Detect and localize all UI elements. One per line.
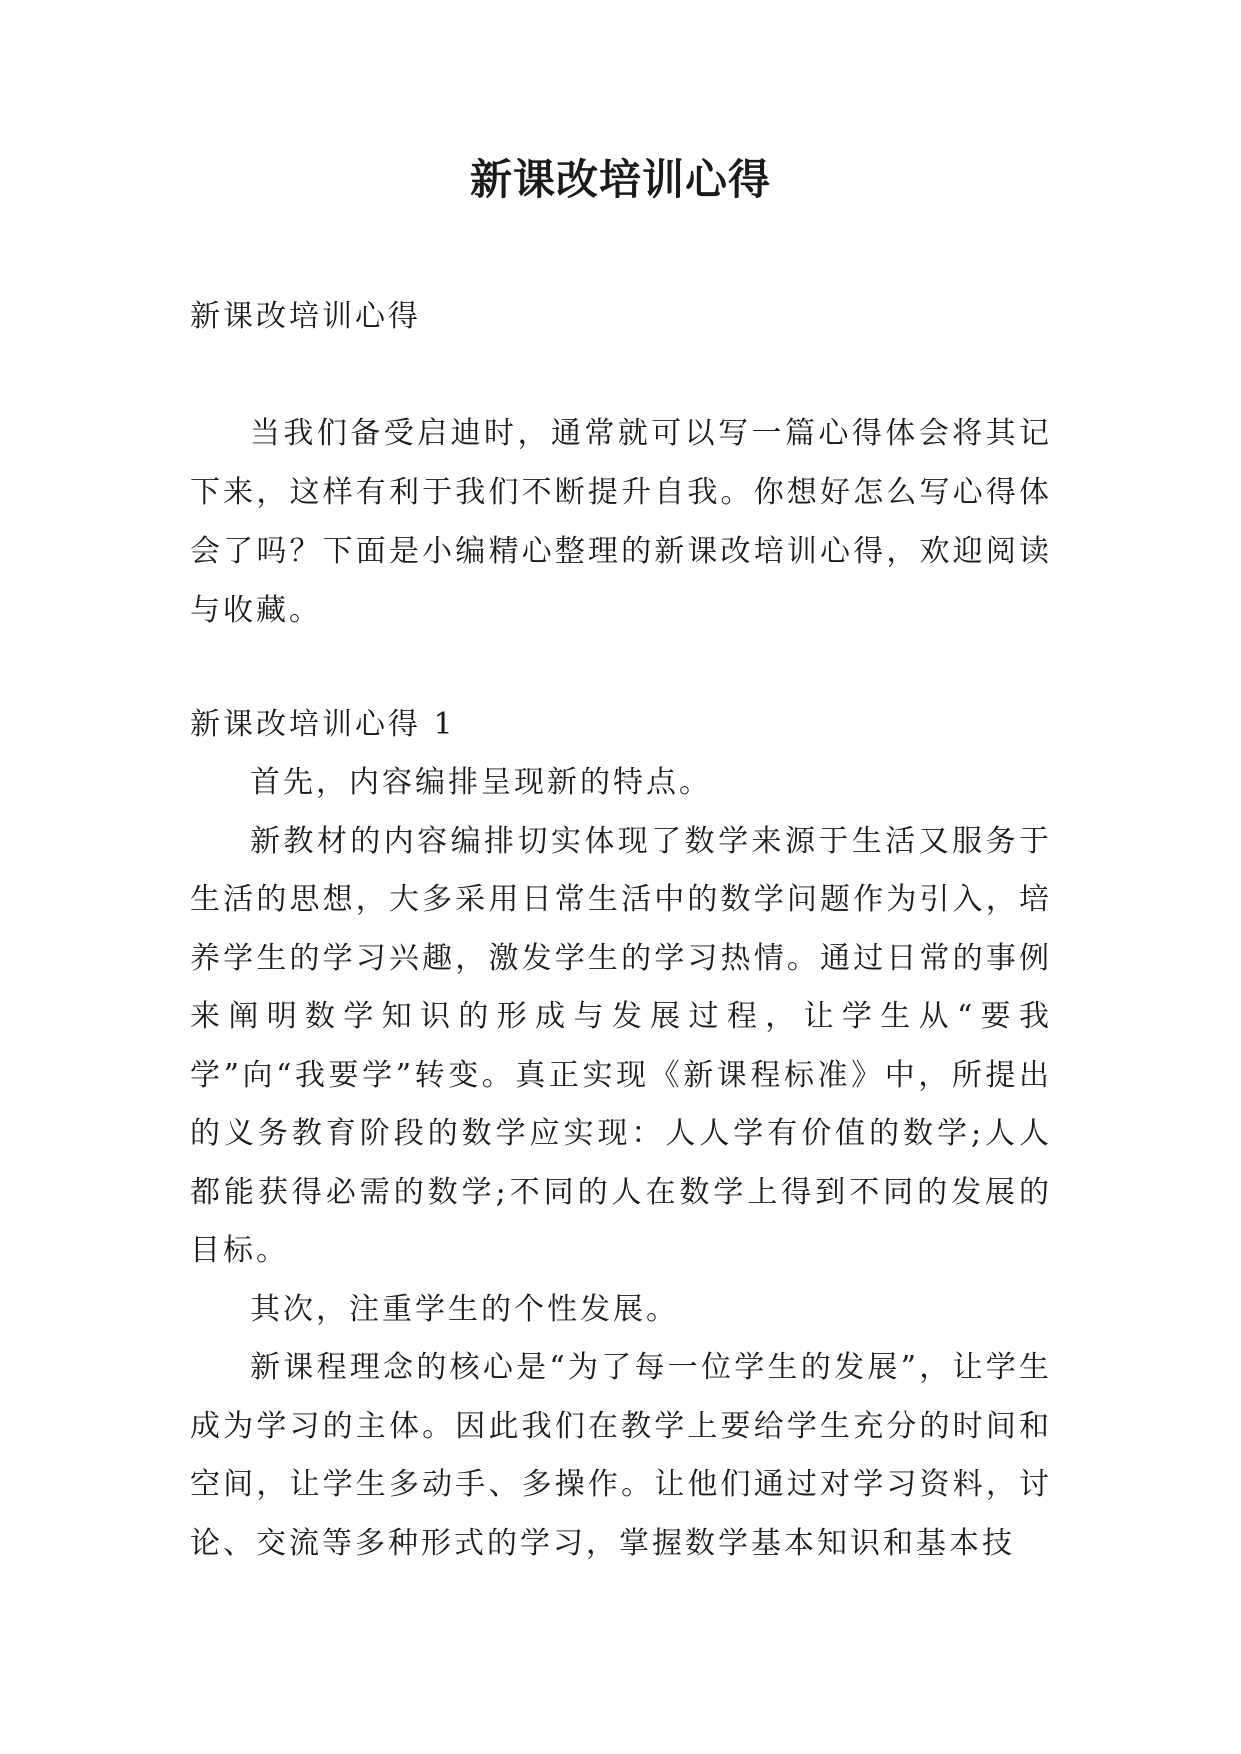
section-heading: 新课改培训心得 1 [190, 707, 456, 742]
document-title: 新课改培训心得 [469, 155, 771, 204]
body-paragraph-4: 新课程理念的核心是“为了每一位学生的发展”，让学生成为学习的主体。因此我们在教学上要给学生充分的时间和空间，让学生多动手、多操作。让他们通过对学习资料，讨论、交流等多种形式的学习，掌握数学基本知识和基本技 [190, 1350, 1052, 1561]
intro-paragraph: 当我们备受启迪时，通常就可以写一篇心得体会将其记下来，这样有利于我们不断提升自我。你想好怎么写心得体会了吗？下面是小编精心整理的新课改培训心得，欢迎阅读与收藏。 [190, 416, 1052, 628]
body-paragraph-3: 其次，注重学生的个性发展。 [250, 1291, 679, 1327]
body-paragraph-2: 新教材的内容编排切实体现了数学来源于生活又服务于生活的思想，大多采用日常生活中的数学问题作为引入，培养学生的学习兴趣，激发学生的学习热情。通过日常的事例来阐明数学知识的形成与发展过程，让学生从“要我学”向“我要学”转变。真正实现《新课程标准》中，所提出的义务教育阶段的数学应实现：人人学有价值的数学;人人都能获得必需的数学;不同的人在数学上得到不同的发展的目标。 [190, 823, 1052, 1268]
document-subtitle: 新课改培训心得 [190, 299, 421, 334]
section-body [190, 754, 1052, 1573]
body-paragraph-1: 首先，内容编排呈现新的特点。 [250, 765, 712, 800]
